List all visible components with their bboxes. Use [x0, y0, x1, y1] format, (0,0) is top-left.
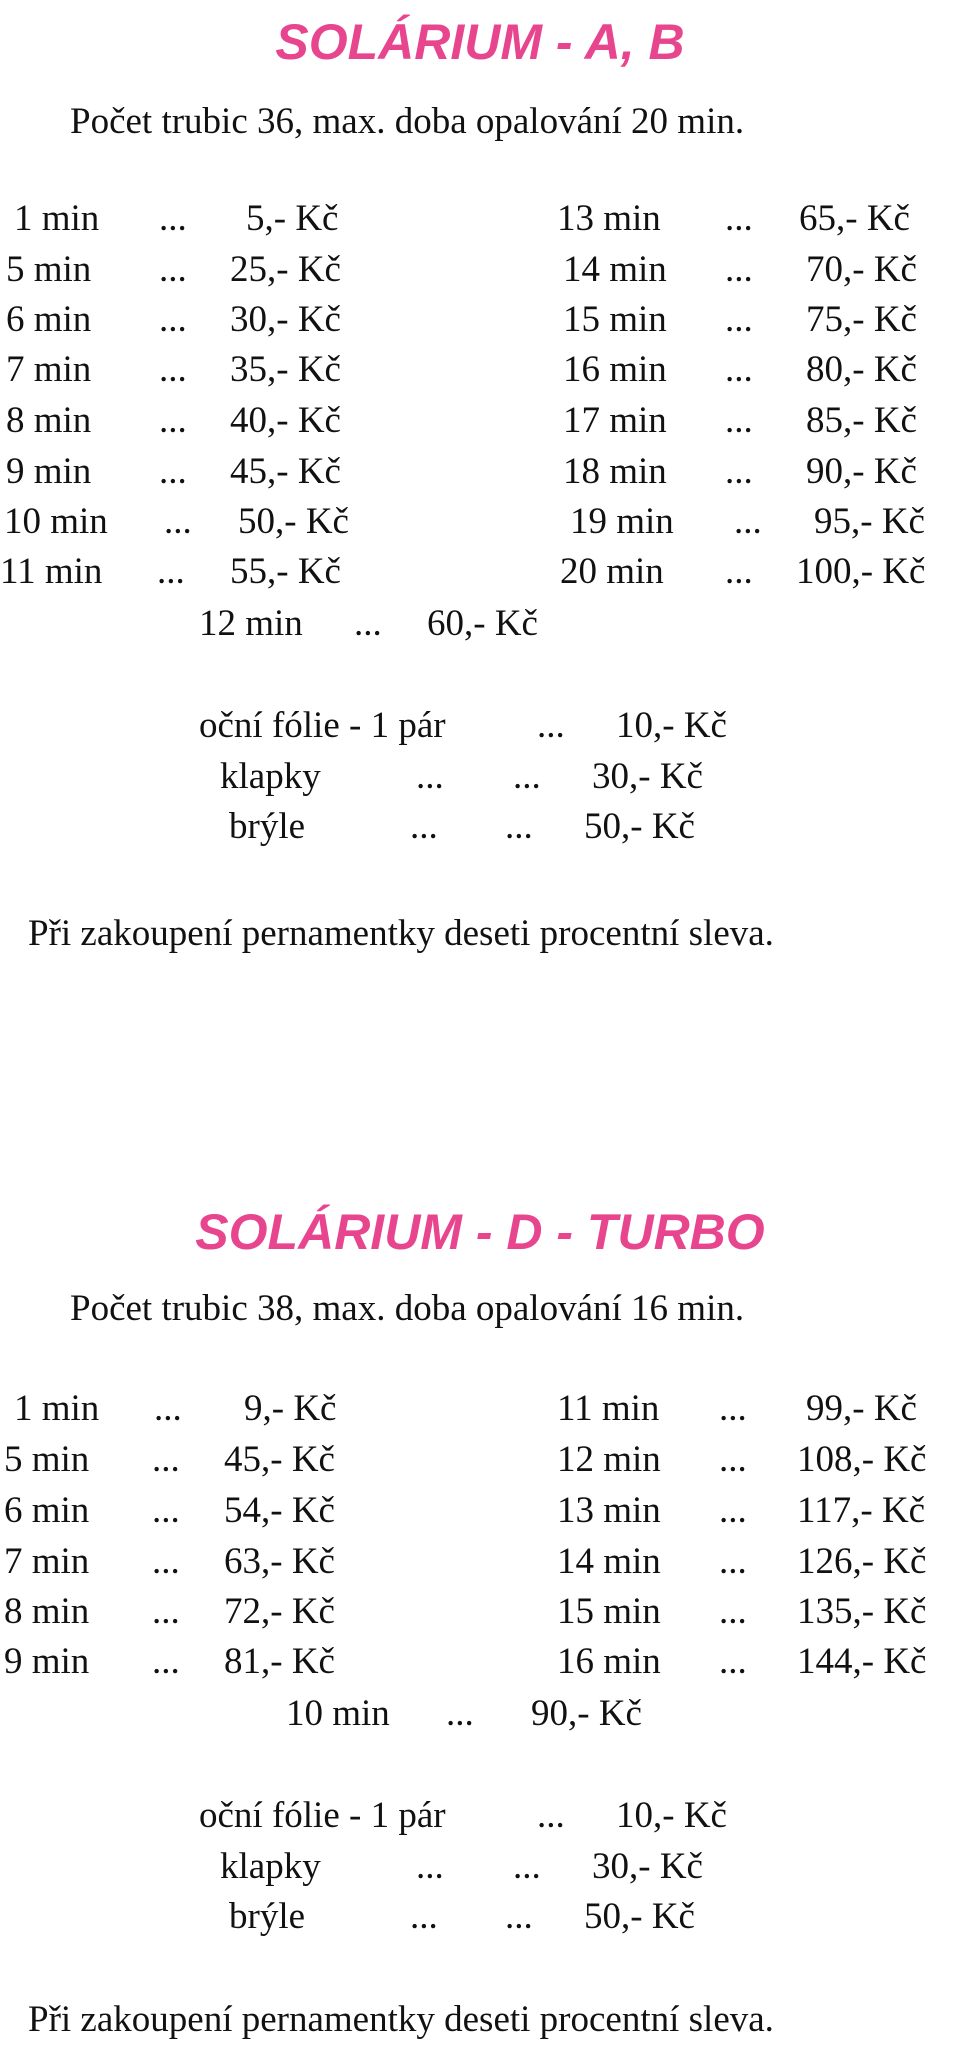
price-row: [0, 548, 341, 596]
price: 135,- Kč: [797, 1591, 927, 1632]
price: 80,- Kč: [806, 349, 917, 390]
price: 30,- Kč: [230, 299, 341, 340]
duration: 8 min: [4, 1591, 90, 1632]
price: 100,- Kč: [796, 551, 926, 592]
dots: ...: [725, 198, 753, 239]
dots: ...: [159, 249, 187, 290]
dots: ...: [354, 603, 382, 644]
extra-row: [220, 753, 703, 801]
duration: 6 min: [6, 299, 92, 340]
price-row: [6, 397, 341, 445]
price-row: [4, 1487, 335, 1535]
price: 90,- Kč: [806, 451, 917, 492]
price: 85,- Kč: [806, 400, 917, 441]
duration: 9 min: [6, 451, 92, 492]
dots: ...: [159, 349, 187, 390]
section-subtitle: Počet trubic 38, max. doba opalování 16 min.: [70, 1288, 745, 1329]
extra-row: [220, 1843, 703, 1891]
price: 50,- Kč: [238, 501, 349, 542]
extra-price: 10,- Kč: [616, 705, 727, 746]
duration: 7 min: [6, 349, 92, 390]
price-row: [563, 246, 917, 294]
price-row: [563, 397, 917, 445]
dots: ...: [537, 1795, 565, 1836]
price-row: [557, 1588, 927, 1636]
dots: ...: [719, 1490, 747, 1531]
duration: 12 min: [199, 603, 303, 644]
extra-label: brýle: [229, 1896, 306, 1937]
dots: ...: [725, 451, 753, 492]
dots: ...: [157, 551, 185, 592]
duration: 13 min: [557, 1490, 661, 1531]
duration: 5 min: [6, 249, 92, 290]
extra-row: [199, 702, 727, 750]
price: 99,- Kč: [806, 1388, 917, 1429]
extra-row: [229, 803, 695, 851]
price: 55,- Kč: [230, 551, 341, 592]
price-row: [6, 246, 341, 294]
price-row-center: [199, 600, 538, 648]
price: 60,- Kč: [427, 603, 538, 644]
price-row: [557, 195, 910, 243]
dots: ...: [725, 349, 753, 390]
price: 70,- Kč: [806, 249, 917, 290]
dots: ...: [725, 551, 753, 592]
price: 75,- Kč: [806, 299, 917, 340]
dots: ...: [152, 1439, 180, 1480]
section-subtitle: Počet trubic 36, max. doba opalování 20 min.: [70, 101, 745, 142]
duration: 16 min: [557, 1641, 661, 1682]
price-row: [563, 448, 917, 496]
dots: ...: [719, 1541, 747, 1582]
extra-label: brýle: [229, 806, 306, 847]
section-title: SOLÁRIUM - A, B: [275, 14, 685, 70]
price: 72,- Kč: [224, 1591, 335, 1632]
dots: ...: [734, 501, 762, 542]
price: 81,- Kč: [224, 1641, 335, 1682]
price: 65,- Kč: [799, 198, 910, 239]
dots: ...: [725, 400, 753, 441]
price-row: [4, 498, 349, 546]
duration: 9 min: [4, 1641, 90, 1682]
extra-label: oční fólie - 1 pár: [199, 705, 446, 746]
price-row: [14, 1385, 337, 1433]
price: 108,- Kč: [797, 1439, 927, 1480]
extra-label: oční fólie - 1 pár: [199, 1795, 446, 1836]
price: 45,- Kč: [224, 1439, 335, 1480]
price-row: [6, 346, 341, 394]
price: 54,- Kč: [224, 1490, 335, 1531]
dots: ...: [505, 806, 533, 847]
extra-row: [229, 1893, 695, 1941]
price: 9,- Kč: [244, 1388, 337, 1429]
price: 95,- Kč: [814, 501, 925, 542]
dots: ...: [719, 1641, 747, 1682]
dots: ...: [410, 806, 438, 847]
extra-label: klapky: [220, 1846, 321, 1887]
extra-price: 30,- Kč: [592, 1846, 703, 1887]
duration: 13 min: [557, 198, 661, 239]
price-row: [563, 346, 917, 394]
duration: 15 min: [557, 1591, 661, 1632]
extra-price: 10,- Kč: [616, 1795, 727, 1836]
dots: ...: [725, 249, 753, 290]
dots: ...: [154, 1388, 182, 1429]
price-row: [557, 1538, 927, 1586]
price-row: [570, 498, 925, 546]
price: 25,- Kč: [230, 249, 341, 290]
duration: 7 min: [4, 1541, 90, 1582]
extra-price: 50,- Kč: [584, 1896, 695, 1937]
duration: 5 min: [4, 1439, 90, 1480]
price: 90,- Kč: [531, 1693, 642, 1734]
dots: ...: [159, 451, 187, 492]
dots: ...: [725, 299, 753, 340]
price: 126,- Kč: [797, 1541, 927, 1582]
price-row: [557, 1638, 927, 1686]
duration: 11 min: [0, 551, 103, 592]
dots: ...: [152, 1541, 180, 1582]
dots: ...: [537, 705, 565, 746]
dots: ...: [416, 756, 444, 797]
dots: ...: [410, 1896, 438, 1937]
duration: 12 min: [557, 1439, 661, 1480]
price-row: [557, 1385, 917, 1433]
price-row: [6, 448, 341, 496]
extra-row: [199, 1792, 727, 1840]
dots: ...: [719, 1439, 747, 1480]
price: 45,- Kč: [230, 451, 341, 492]
section-title: SOLÁRIUM - D - TURBO: [195, 1204, 765, 1260]
duration: 11 min: [557, 1388, 660, 1429]
dots: ...: [164, 501, 192, 542]
duration: 10 min: [4, 501, 108, 542]
duration: 10 min: [286, 1693, 390, 1734]
duration: 14 min: [557, 1541, 661, 1582]
duration: 17 min: [563, 400, 667, 441]
price-row: [4, 1538, 335, 1586]
duration: 19 min: [570, 501, 674, 542]
price: 35,- Kč: [230, 349, 341, 390]
dots: ...: [152, 1490, 180, 1531]
duration: 6 min: [4, 1490, 90, 1531]
price-row: [563, 296, 917, 344]
duration: 15 min: [563, 299, 667, 340]
dots: ...: [719, 1591, 747, 1632]
price-row: [6, 296, 341, 344]
price: 63,- Kč: [224, 1541, 335, 1582]
discount-note: Při zakoupení pernamentky deseti procentní sleva.: [28, 913, 774, 954]
price: 5,- Kč: [246, 198, 339, 239]
dots: ...: [159, 198, 187, 239]
price: 117,- Kč: [797, 1490, 926, 1531]
dots: ...: [159, 400, 187, 441]
price-row: [557, 1487, 926, 1535]
duration: 16 min: [563, 349, 667, 390]
duration: 1 min: [14, 198, 100, 239]
price-row: [557, 1436, 927, 1484]
price: 40,- Kč: [230, 400, 341, 441]
duration: 1 min: [14, 1388, 100, 1429]
dots: ...: [719, 1388, 747, 1429]
price-row: [14, 195, 339, 243]
dots: ...: [416, 1846, 444, 1887]
price-row: [4, 1588, 335, 1636]
dots: ...: [152, 1641, 180, 1682]
price-row: [4, 1638, 335, 1686]
extra-price: 50,- Kč: [584, 806, 695, 847]
dots: ...: [159, 299, 187, 340]
price: 144,- Kč: [797, 1641, 927, 1682]
dots: ...: [513, 1846, 541, 1887]
price-row: [4, 1436, 335, 1484]
duration: 18 min: [563, 451, 667, 492]
price-row-center: [286, 1690, 642, 1738]
extra-price: 30,- Kč: [592, 756, 703, 797]
dots: ...: [152, 1591, 180, 1632]
price-row: [560, 548, 926, 596]
extra-label: klapky: [220, 756, 321, 797]
dots: ...: [513, 756, 541, 797]
duration: 14 min: [563, 249, 667, 290]
discount-note: Při zakoupení pernamentky deseti procentní sleva.: [28, 1999, 774, 2040]
duration: 20 min: [560, 551, 664, 592]
dots: ...: [446, 1693, 474, 1734]
dots: ...: [505, 1896, 533, 1937]
duration: 8 min: [6, 400, 92, 441]
